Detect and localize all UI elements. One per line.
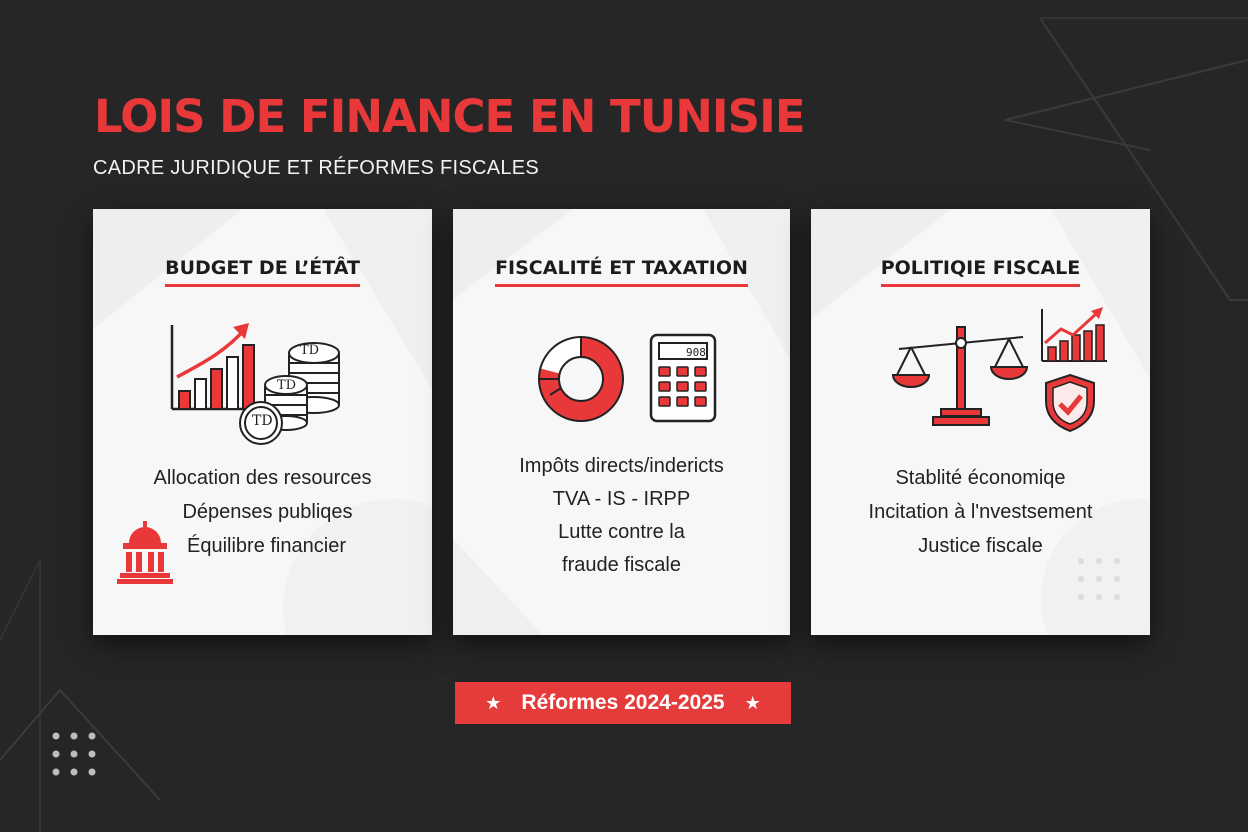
card-fiscalite <box>453 209 790 635</box>
shield-check-icon <box>1043 373 1097 433</box>
card-text-list <box>93 461 432 563</box>
star-icon: ★ <box>485 692 502 713</box>
list-item: Justice fiscale <box>918 535 1043 557</box>
card-heading: FISCALITÉ ET TAXATION <box>453 257 790 287</box>
donut-chart-icon <box>537 335 625 423</box>
calculator-display: 908 <box>686 346 706 359</box>
list-item: Équilibre financier <box>187 535 346 557</box>
card-text-list <box>453 450 790 582</box>
star-icon: ★ <box>744 692 761 713</box>
card-heading: BUDGET DE L’ÉTÂT <box>93 257 432 287</box>
badge-label: Réformes 2024-2025 <box>521 691 725 714</box>
growth-chart-icon <box>1039 305 1109 363</box>
coin-label: TD <box>277 378 297 393</box>
list-item: Lutte contre la <box>558 521 685 543</box>
list-item: TVA - IS - IRPP <box>552 488 691 510</box>
card-politique <box>811 209 1150 635</box>
card-text-list <box>811 461 1150 563</box>
list-item: Incitation à l'nvestsement <box>868 501 1093 523</box>
card-budget <box>93 209 432 635</box>
page-subtitle: CADRE JURIDIQUE ET RÉFORMES FISCALES <box>93 157 540 179</box>
calculator-icon <box>649 333 717 423</box>
list-item: fraude fiscale <box>562 554 681 576</box>
coin-label: TD <box>252 413 273 429</box>
coin-label: TD <box>300 343 320 358</box>
list-item: Allocation des resources <box>153 467 372 489</box>
coin-stack-icon <box>237 339 349 447</box>
reforms-badge <box>455 682 791 724</box>
list-item: Impôts directs/indericts <box>519 455 724 477</box>
balance-scale-icon <box>891 321 1031 429</box>
list-item: Dépenses publiqes <box>182 501 353 523</box>
list-item: Stablité économiqe <box>895 467 1066 489</box>
card-heading: POLITIQIE FISCALE <box>811 257 1150 287</box>
page-title: LOIS DE FINANCE EN TUNISIE <box>94 90 805 143</box>
